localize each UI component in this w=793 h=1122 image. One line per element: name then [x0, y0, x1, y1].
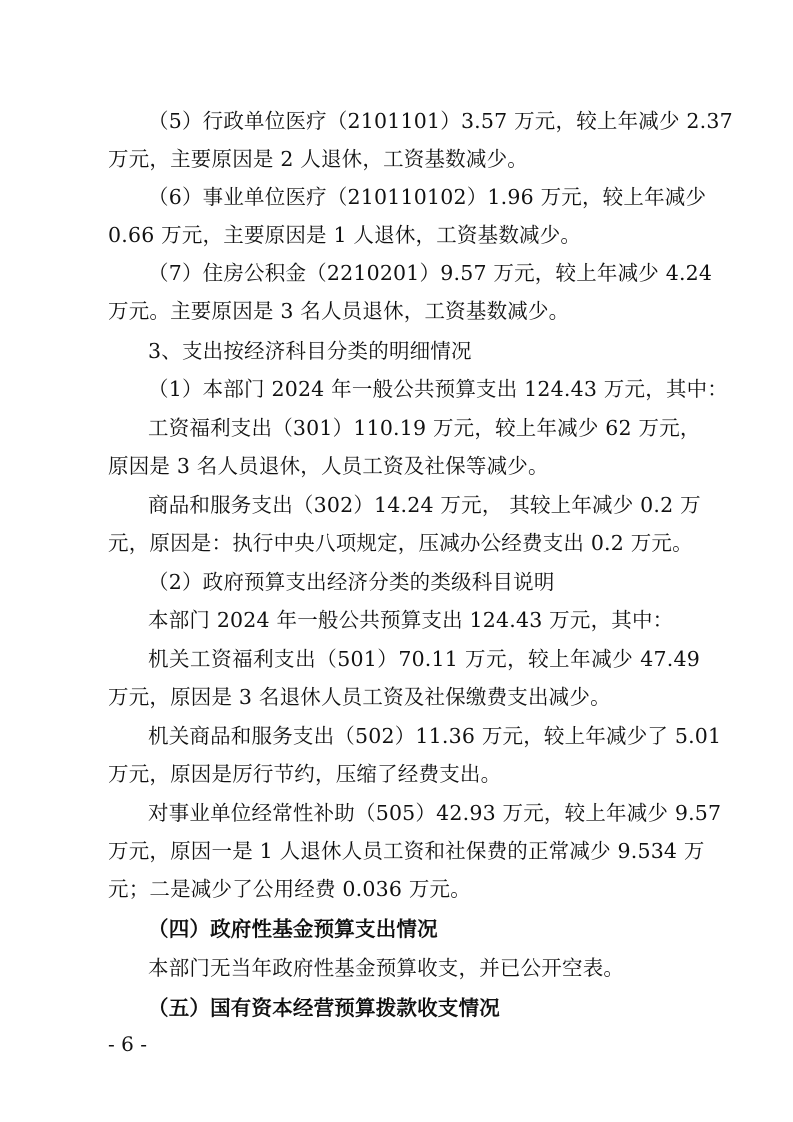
section-heading: （五）国有资本经营预算拨款收支情况: [148, 996, 500, 1020]
paragraph-line: 本部门无当年政府性基金预算收支，并已公开空表。: [148, 956, 625, 980]
paragraph-line: （5）行政单位医疗（2101101）3.57 万元，较上年减少 2.37: [148, 109, 733, 133]
paragraph-line: （6）事业单位医疗（210110102）1.96 万元，较上年减少: [148, 185, 707, 209]
paragraph-line: 对事业单位经常性补助（505）42.93 万元，较上年减少 9.57: [148, 801, 722, 825]
paragraph-line: 万元，原因是 3 名退休人员工资及社保缴费支出减少。: [108, 685, 611, 709]
paragraph-line: 元，原因是：执行中央八项规定，压减办公经费支出 0.2 万元。: [108, 531, 693, 555]
paragraph-line: 机关工资福利支出（501）70.11 万元，较上年减少 47.49: [148, 647, 700, 671]
section-heading: （四）政府性基金预算支出情况: [148, 917, 438, 941]
paragraph-line: 0.66 万元，主要原因是 1 人退休，工资基数减少。: [108, 223, 582, 247]
paragraph-line: （7）住房公积金（2210201）9.57 万元，较上年减少 4.24: [148, 261, 713, 285]
paragraph-line: 本部门 2024 年一般公共预算支出 124.43 万元，其中：: [148, 608, 674, 632]
paragraph-line: 工资福利支出（301）110.19 万元，较上年减少 62 万元，: [148, 416, 701, 440]
paragraph-line: 万元，原因一是 1 人退休人员工资和社保费的正常减少 9.534 万: [108, 839, 705, 863]
section-subheading: （2）政府预算支出经济分类的类级科目说明: [148, 570, 555, 594]
paragraph-line: 机关商品和服务支出（502）11.36 万元，较上年减少了 5.01: [148, 724, 722, 748]
paragraph-line: （1）本部门 2024 年一般公共预算支出 124.43 万元，其中：: [148, 377, 729, 401]
paragraph-line: 万元，主要原因是 2 人退休，工资基数减少。: [108, 147, 528, 171]
paragraph-line: 商品和服务支出（302）14.24 万元， 其较上年减少 0.2 万: [148, 493, 701, 517]
paragraph-line: 原因是 3 名人员退休，人员工资及社保等减少。: [108, 454, 549, 478]
section-subheading: 3、支出按经济科目分类的明细情况: [148, 339, 472, 363]
page-number: - 6 -: [108, 1032, 147, 1056]
paragraph-line: 万元，原因是厉行节约，压缩了经费支出。: [108, 762, 502, 786]
paragraph-line: 元；二是减少了公用经费 0.036 万元。: [108, 877, 471, 901]
paragraph-line: 万元。主要原因是 3 名人员退休，工资基数减少。: [108, 299, 570, 323]
